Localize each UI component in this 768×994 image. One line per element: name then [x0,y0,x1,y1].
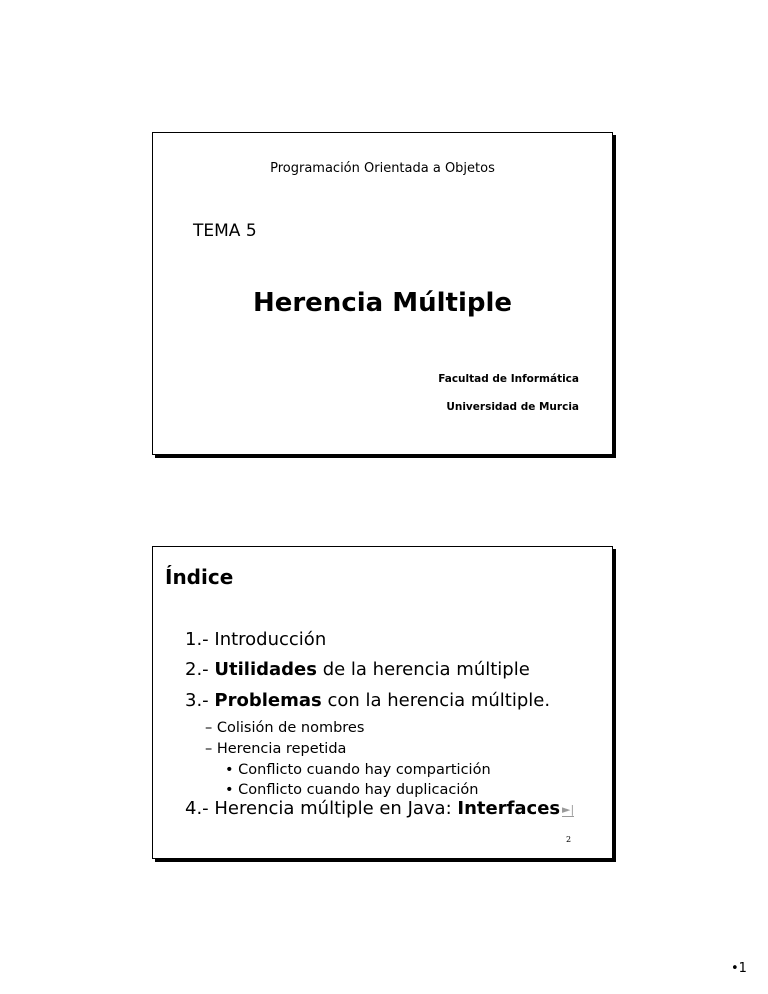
index-item-4 [185,798,560,819]
index-item-1: 1.- Introducción [185,629,327,650]
index-item-3-prefix: 3.- [185,690,215,711]
index-item-2 [185,659,530,680]
play-end-icon[interactable]: ►| [562,803,575,816]
course-name: Programación Orientada a Objetos [270,161,495,176]
index-item-4-prefix: 4.- Herencia múltiple en Java: [185,798,458,819]
index-slide [152,546,613,859]
page-number: •1 [731,961,747,976]
index-item-2-bold: Utilidades [214,659,317,680]
index-item-4-bold: Interfaces [457,798,561,819]
index-subsubitem-1: • Conflicto cuando hay compartición [225,762,491,778]
index-subsubitem-2: • Conflicto cuando hay duplicación [225,782,479,798]
index-item-3-rest: con la herencia múltiple. [321,690,551,711]
index-item-3 [185,690,550,711]
index-item-2-prefix: 2.- [185,659,215,680]
slide-page-number: 2 [566,835,572,844]
university-label: Universidad de Murcia [446,401,579,413]
index-subitem-1: – Colisión de nombres [205,720,365,736]
index-subitem-2: – Herencia repetida [205,741,347,757]
slide-title: Herencia Múltiple [252,288,513,318]
index-item-3-bold: Problemas [214,690,322,711]
topic-number: TEMA 5 [193,221,257,241]
title-slide [152,132,613,455]
index-item-2-rest: de la herencia múltiple [316,659,530,680]
index-title: Índice [165,565,234,589]
faculty-label: Facultad de Informática [438,373,579,385]
